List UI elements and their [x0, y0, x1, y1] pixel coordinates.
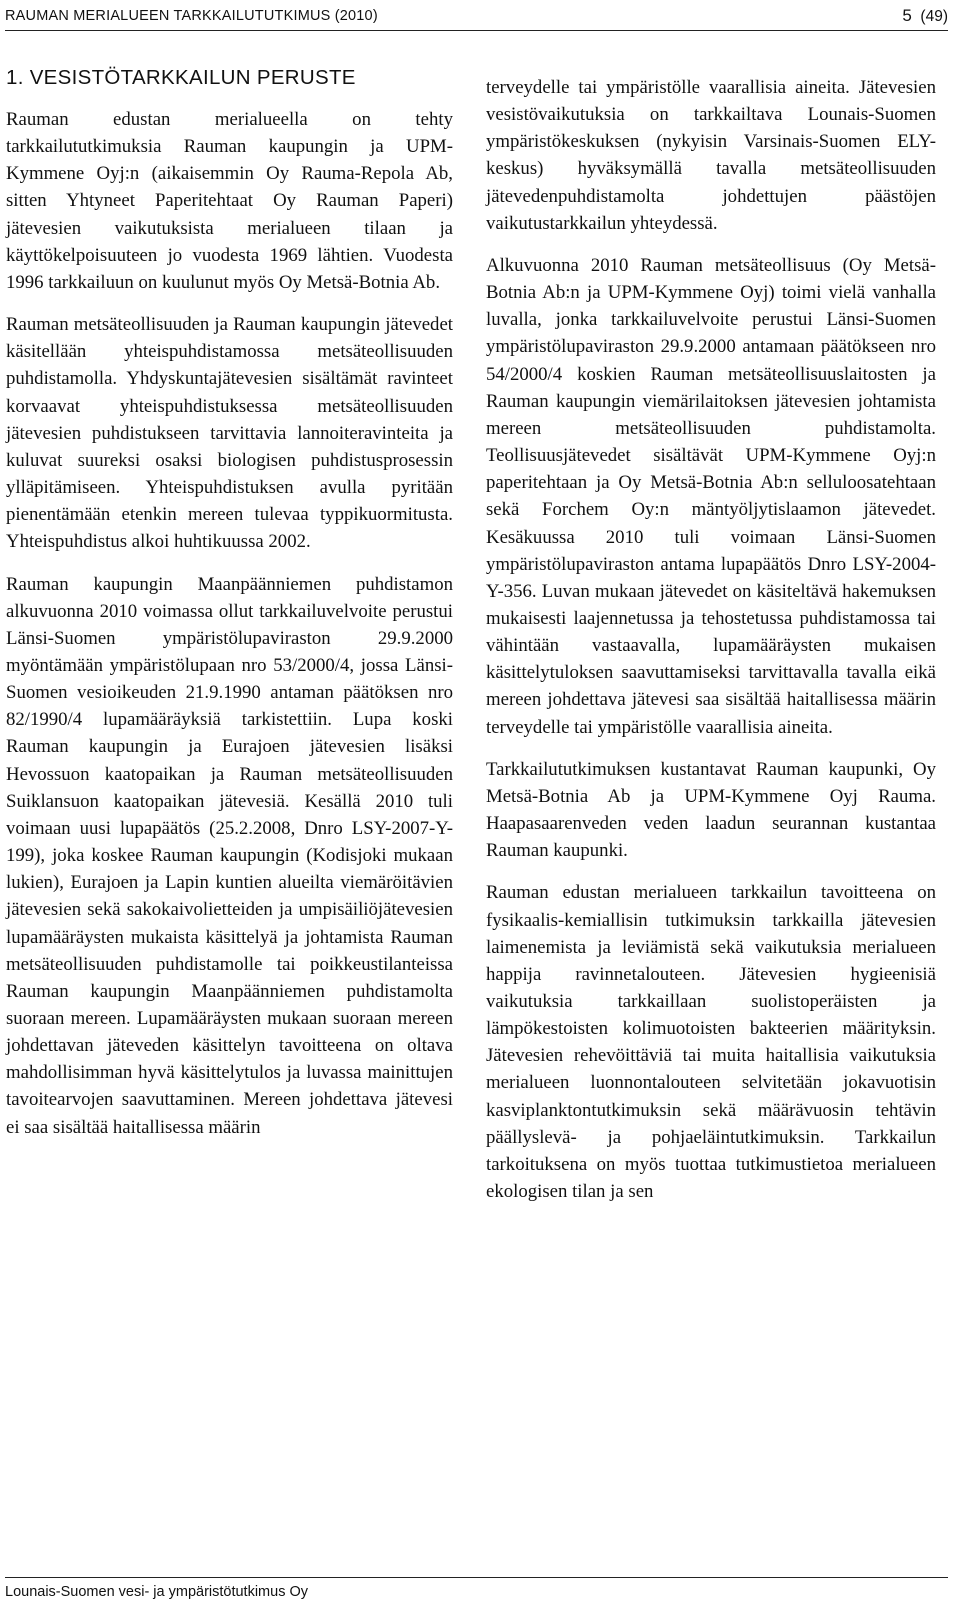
section-heading: 1. VESISTÖTARKKAILUN PERUSTE — [6, 66, 356, 89]
report-title: RAUMAN MERIALUEEN TARKKAILUTUTKIMUS (2010) — [5, 8, 378, 24]
page-total: (49) — [920, 8, 948, 25]
paragraph: Alkuvuonna 2010 Rauman metsäteollisuus (Oy Metsä-Botnia Ab:n ja UPM-Kymmene Oyj) toimi vielä vanhalla luvalla, jonka tarkkailuvelvoite perustui Länsi-Suomen ympäristölupaviraston 29.9.2000 antamaan päätökseen nro 54/2000/4 koskien Rauman metsäteollisuuslaitosten ja Rauman kaupungin viemärilaitoksen jätevesien johtamista mereen metsäteollisuuden puhdistamolta. Teollisuusjätevedet sisältävät UPM-Kymmene Oyj:n paperitehtaan ja Oy Metsä-Botnia Ab:n selluloosatehtaan sekä Forchem Oy:n mäntyöljytislaamon jätevedet. Kesäkuussa 2010 tuli voimaan Länsi-Suomen ympäristölupaviraston antama lupapäätös Dnro LSY-2004-Y-356. Luvan mukaan jätevedet on käsiteltävä hakemuksen mukaisesti laajennetussa ja tehostetussa puhdistamossa tai vähintään vastaavalla, lupamääräysten mukaisen käsittelytuloksen saavuttamiseksi tarvittavalla tavalla eikä mereen johdettava jätevesi saa sisältää haitallisessa määrin terveydelle tai ympäristölle vaarallisia aineita. — [486, 254, 936, 738]
paragraph: Rauman edustan merialueella on tehty tarkkailututkimuksia Rauman kaupungin ja UPM-Kymmene Oyj:n (aikaisemmin Oy Rauma-Repola Ab, sitten Yhtyneet Paperitehtaat Oy Rauman Paperi) jätevesien vaikutuksista merialueen tilaan ja käyttökelpoisuuteen jo vuodesta 1969 lähtien. Vuodesta 1996 tarkkailuun on kuulunut myös Oy Metsä-Botnia Ab. — [6, 109, 453, 293]
page-footer — [5, 1577, 948, 1603]
paragraph: Rauman metsäteollisuuden ja Rauman kaupungin jätevedet käsitellään yhteispuhdistamossa metsäteollisuuden puhdistamolla. Yhdyskuntajätevesien sisältämät ravinteet korvaavat yhteispuhdistuksessa metsäteollisuuden jätevesien puhdistukseen tarvittavia lannoiteravinteita ja kuluvat suureksi osaksi biologisen puhdistusprosessin ylläpitämiseen. Yhteispuhdistuksen avulla pyritään pienentämään etenkin mereen tulevaa typpikuormitusta. Yhteispuhdistus alkoi huhtikuussa 2002. — [6, 314, 453, 553]
paragraph: Rauman kaupungin Maanpäänniemen puhdistamon alkuvuonna 2010 voimassa ollut tarkkailuvelvoite perustui Länsi-Suomen ympäristölupaviraston 29.9.2000 myöntämään ympäristölupaan nro 53/2000/4, jossa Länsi-Suomen vesioikeuden 21.9.1990 antaman päätöksen nro 82/1990/4 lupamääräyksiä tarkistettiin. Lupa koski Rauman kaupungin ja Eurajoen jätevesien lisäksi Hevossuon kaatopaikan ja Rauman metsäteollisuuden Suiklansuon kaatopaikan jätevesiä. Kesällä 2010 tuli voimaan uusi lupapäätös (25.2.2008, Dnro LSY-2007-Y-199), joka koskee Rauman kaupungin (Kodisjoki mukaan lukien), Eurajoen ja Lapin kuntien alueilta viemäröitävien jätevesien sekä sakokaivolietteiden ja umpisäiliöjätevesien lupamääräysten mukaista käsittelyä ja johtamista Rauman metsäteollisuuden puhdistamolle tai poikkeustilanteissa Rauman kaupungin Maanpäänniemen puhdistamolta suoraan mereen. Lupamääräysten mukaan suoraan mereen johdettavan jäteveden käsittelyn tavoitteena on oltava mahdollisimman hyvä käsittelytulos ja luvassa mainittujen tavoitearvojen saavuttaminen. Mereen johdettava jätevesi ei saa sisältää haitallisessa määrin — [6, 573, 453, 1138]
paragraph: terveydelle tai ympäristölle vaarallisia aineita. Jätevesien vesistövaikutuksia on tarkkailtava Lounais-Suomen ympäristökeskuksen (nykyisin Varsinais-Suomen ELY-keskus) hyväksymällä tavalla metsäteollisuuden jätevedenpuhdistamolta johdettujen päästöjen vaikutustarkkailun yhteydessä. — [486, 77, 936, 234]
paragraph: Rauman edustan merialueen tarkkailun tavoitteena on fysikaalis-kemiallisin tutkimuksin tarkkailla jätevesien laimenemista ja leviämistä sekä vaikutuksia merialueen happija ravinnetalouteen. Jätevesien hygieenisiä vaikutuksia tarkkaillaan suolistoperäisten ja lämpökestoisten kolimuotoisten bakteerien määrityksin. Jätevesien rehevöittäviä tai muita haitallisia vaikutuksia merialueen luonnontalouteen selvitetään jokavuotisin kasviplanktontutkimuksin sekä määrävuosin tehtävin päällyslevä- ja pohjaeläintutkimuksin. Tarkkailun tarkoituksena on myös tuottaa tutkimustietoa merialueen ekologisen tilan ja sen — [486, 882, 936, 1203]
paragraph: Tarkkailututkimuksen kustantavat Rauman kaupunki, Oy Metsä-Botnia Ab ja UPM-Kymmene Oyj Rauma. Haapasaarenveden veden laadun seurannan kustantaa Rauman kaupunki. — [486, 758, 936, 862]
right-column — [486, 74, 936, 1205]
footer-organization: Lounais-Suomen vesi- ja ympäristötutkimus Oy — [5, 1584, 309, 1600]
page-header — [5, 4, 948, 31]
page-number-group — [902, 6, 948, 26]
left-column — [6, 64, 453, 1141]
page-number: 5 — [902, 6, 912, 25]
